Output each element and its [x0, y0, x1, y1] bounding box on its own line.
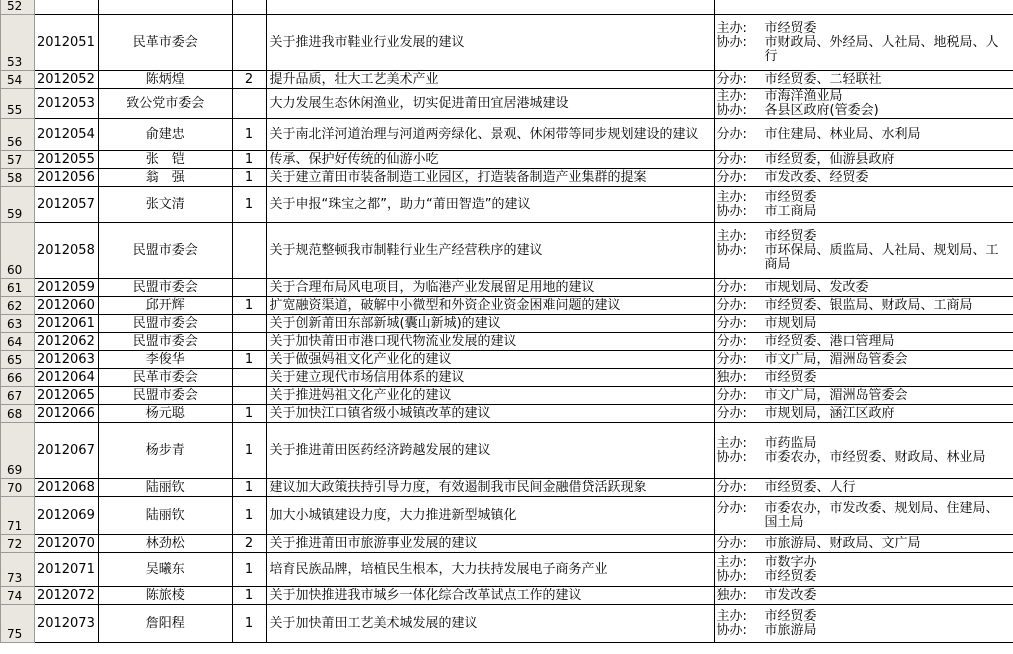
department-line	[715, 299, 1013, 313]
table-row[interactable]	[1, 497, 1013, 535]
department-role: 分办:	[716, 126, 747, 142]
department-text: 市经贸委	[764, 228, 817, 244]
cell-code[interactable]: 2012053	[34, 89, 98, 119]
cell-code[interactable]: 2012061	[34, 315, 98, 333]
cell-title[interactable]: 传承、保护好传统的仙游小吃	[266, 151, 714, 169]
department-line	[715, 205, 1013, 219]
table-row[interactable]	[1, 279, 1013, 297]
cell-proposer[interactable]: 翁 强	[98, 169, 232, 187]
cell-title[interactable]: 建议加大政策扶持引导力度，有效遏制我市民间金融借贷活跃现象	[266, 479, 714, 497]
cell-proposer[interactable]: 陈炳煌	[98, 71, 232, 89]
cell-count[interactable]	[232, 0, 266, 15]
department-line	[715, 371, 1013, 385]
department-role: 分办:	[716, 151, 747, 167]
department-text: 市经贸委、银监局、财政局、工商局	[764, 297, 973, 313]
department-line	[715, 128, 1013, 142]
department-line	[715, 191, 1013, 205]
row-header[interactable]: 59	[1, 187, 35, 223]
department-text: 市海洋渔业局	[764, 88, 843, 104]
cell-title[interactable]: 关于加快推进我市城乡一体化综合改革试点工作的建议	[266, 587, 714, 605]
cell-departments[interactable]	[714, 15, 1013, 71]
cell-proposer[interactable]: 陆丽钦	[98, 479, 232, 497]
cell-count[interactable]	[232, 315, 266, 333]
cell-code[interactable]: 2012054	[34, 119, 98, 151]
cell-title[interactable]: 关于加快莆田市港口现代物流业发展的建议	[266, 333, 714, 351]
department-line	[715, 22, 1013, 36]
cell-departments[interactable]	[714, 119, 1013, 151]
cell-code[interactable]: 2012070	[34, 535, 98, 553]
cell-proposer[interactable]: 陈旅棱	[98, 587, 232, 605]
department-text: 市经贸委	[764, 369, 817, 385]
table-row[interactable]	[1, 119, 1013, 151]
table-row[interactable]	[1, 0, 1013, 15]
cell-code[interactable]: 2012065	[34, 387, 98, 405]
department-text: 市规划局，涵江区政府	[764, 405, 895, 421]
cell-title[interactable]: 关于推进莆田市旅游事业发展的建议	[266, 535, 714, 553]
cell-title[interactable]	[266, 0, 714, 15]
department-line	[715, 90, 1013, 104]
cell-proposer[interactable]: 民盟市委会	[98, 387, 232, 405]
cell-count[interactable]: 2	[232, 71, 266, 89]
cell-code[interactable]: 2012064	[34, 369, 98, 387]
cell-count[interactable]	[232, 223, 266, 279]
department-text: 市发改委	[764, 587, 817, 603]
row-header[interactable]: 61	[1, 279, 35, 297]
department-text: 市经贸委	[764, 608, 817, 624]
cell-departments[interactable]	[714, 423, 1013, 479]
department-line	[715, 36, 1013, 64]
department-role: 分办:	[716, 71, 747, 87]
cell-departments[interactable]	[714, 369, 1013, 387]
cell-proposer[interactable]: 张 铠	[98, 151, 232, 169]
cell-count[interactable]	[232, 15, 266, 71]
cell-proposer[interactable]: 杨步青	[98, 423, 232, 479]
cell-count[interactable]: 1	[232, 405, 266, 423]
cell-title[interactable]: 扩宽融资渠道，破解中小微型和外资企业资金困难问题的建议	[266, 297, 714, 315]
cell-proposer[interactable]: 杨元聪	[98, 405, 232, 423]
department-line	[715, 317, 1013, 331]
cell-code[interactable]: 2012067	[34, 423, 98, 479]
cell-count[interactable]	[232, 333, 266, 351]
cell-title[interactable]: 提升品质，壮大工艺美术产业	[266, 71, 714, 89]
cell-departments[interactable]	[714, 0, 1013, 15]
table-row[interactable]	[1, 71, 1013, 89]
cell-departments[interactable]	[714, 151, 1013, 169]
department-role: 独办:	[716, 587, 747, 603]
cell-departments[interactable]	[714, 315, 1013, 333]
department-text: 市住建局、林业局、水利局	[764, 126, 921, 142]
cell-departments[interactable]	[714, 223, 1013, 279]
cell-count[interactable]: 1	[232, 119, 266, 151]
cell-code[interactable]	[34, 0, 98, 15]
department-text: 市环保局、质监局、人社局、规划局、工商局	[764, 242, 999, 272]
department-text: 市文广局，湄洲岛管委会	[764, 387, 908, 403]
cell-title[interactable]: 关于申报“珠宝之都”，助力“莆田智造”的建议	[266, 187, 714, 223]
department-line	[715, 537, 1013, 551]
cell-proposer[interactable]: 民盟市委会	[98, 223, 232, 279]
cell-count[interactable]	[232, 89, 266, 119]
department-text: 市经贸委	[764, 568, 817, 584]
cell-code[interactable]: 2012057	[34, 187, 98, 223]
cell-proposer[interactable]: 民盟市委会	[98, 315, 232, 333]
cell-title[interactable]: 大力发展生态休闲渔业，切实促进莆田宜居港城建设	[266, 89, 714, 119]
department-line	[715, 153, 1013, 167]
table-row[interactable]	[1, 187, 1013, 223]
cell-proposer[interactable]: 詹阳程	[98, 605, 232, 643]
department-role: 分办:	[716, 315, 747, 331]
department-line	[715, 589, 1013, 603]
department-role: 分办:	[716, 387, 747, 403]
table-row[interactable]	[1, 351, 1013, 369]
department-line	[715, 570, 1013, 584]
department-role: 分办:	[716, 500, 747, 516]
cell-proposer[interactable]: 邱开辉	[98, 297, 232, 315]
cell-count[interactable]: 1	[232, 169, 266, 187]
cell-code[interactable]: 2012068	[34, 479, 98, 497]
cell-code[interactable]: 2012071	[34, 553, 98, 587]
cell-title[interactable]: 关于加快江口镇省级小城镇改革的建议	[266, 405, 714, 423]
cell-departments[interactable]	[714, 169, 1013, 187]
department-line	[715, 481, 1013, 495]
cell-departments[interactable]	[714, 351, 1013, 369]
cell-count[interactable]: 1	[232, 423, 266, 479]
department-role: 协办:	[716, 622, 747, 638]
table-row[interactable]	[1, 15, 1013, 71]
cell-title[interactable]: 关于规范整顿我市制鞋行业生产经营秩序的建议	[266, 223, 714, 279]
department-text: 市经贸委，仙游县政府	[764, 151, 895, 167]
department-role: 主办:	[716, 189, 747, 205]
department-text: 市经贸委、人行	[764, 479, 856, 495]
cell-title[interactable]: 关于推进莆田医药经济跨越发展的建议	[266, 423, 714, 479]
cell-title[interactable]: 关于做强妈祖文化产业化的建议	[266, 351, 714, 369]
cell-proposer[interactable]: 民盟市委会	[98, 333, 232, 351]
cell-proposer[interactable]: 张文清	[98, 187, 232, 223]
row-header[interactable]: 69	[1, 423, 35, 479]
row-header[interactable]: 55	[1, 89, 35, 119]
row-header[interactable]: 75	[1, 605, 35, 643]
cell-proposer[interactable]: 致公党市委会	[98, 89, 232, 119]
cell-count[interactable]: 1	[232, 479, 266, 497]
cell-title[interactable]: 关于南北洋河道治理与河道两旁绿化、景观、休闲带等同步规划建设的建议	[266, 119, 714, 151]
table-row[interactable]	[1, 369, 1013, 387]
department-role: 分办:	[716, 333, 747, 349]
cell-code[interactable]: 2012059	[34, 279, 98, 297]
department-text: 市规划局	[764, 315, 817, 331]
department-line	[715, 407, 1013, 421]
cell-count[interactable]: 1	[232, 297, 266, 315]
table-row[interactable]	[1, 333, 1013, 351]
department-role: 分办:	[716, 297, 747, 313]
cell-proposer[interactable]: 民革市委会	[98, 369, 232, 387]
row-header[interactable]: 72	[1, 535, 35, 553]
cell-count[interactable]	[232, 279, 266, 297]
department-text: 各县区政府(管委会)	[764, 102, 879, 118]
table-row[interactable]	[1, 315, 1013, 333]
cell-code[interactable]: 2012058	[34, 223, 98, 279]
row-header[interactable]: 71	[1, 497, 35, 535]
department-text: 市文广局，湄洲岛管委会	[764, 351, 908, 367]
department-line	[715, 556, 1013, 570]
row-header[interactable]: 52	[1, 0, 35, 15]
cell-count[interactable]: 1	[232, 605, 266, 643]
department-role: 主办:	[716, 435, 747, 451]
department-role: 独办:	[716, 369, 747, 385]
cell-departments[interactable]	[714, 587, 1013, 605]
table-row[interactable]	[1, 297, 1013, 315]
cell-title[interactable]: 关于创新莆田东部新城(囊山新城)的建议	[266, 315, 714, 333]
cell-title[interactable]: 培育民族品牌，培植民生根本，大力扶持发展电子商务产业	[266, 553, 714, 587]
table-body	[1, 0, 1013, 643]
cell-count[interactable]: 2	[232, 535, 266, 553]
cell-title[interactable]: 关于合理布局风电项目，为临港产业发展留足用地的建议	[266, 279, 714, 297]
department-role: 分办:	[716, 405, 747, 421]
cell-departments[interactable]	[714, 497, 1013, 535]
cell-code[interactable]: 2012073	[34, 605, 98, 643]
department-text: 市经贸委、港口管理局	[764, 333, 895, 349]
department-role: 分办:	[716, 279, 747, 295]
cell-code[interactable]: 2012062	[34, 333, 98, 351]
cell-proposer[interactable]: 陆丽钦	[98, 497, 232, 535]
cell-departments[interactable]	[714, 297, 1013, 315]
cell-proposer[interactable]: 林劲松	[98, 535, 232, 553]
cell-departments[interactable]	[714, 479, 1013, 497]
department-line	[715, 281, 1013, 295]
cell-departments[interactable]	[714, 187, 1013, 223]
cell-proposer[interactable]: 民盟市委会	[98, 279, 232, 297]
cell-title[interactable]: 加大小城镇建设力度，大力推进新型城镇化	[266, 497, 714, 535]
cell-departments[interactable]	[714, 405, 1013, 423]
cell-code[interactable]: 2012069	[34, 497, 98, 535]
cell-proposer[interactable]: 李俊华	[98, 351, 232, 369]
cell-code[interactable]: 2012052	[34, 71, 98, 89]
cell-departments[interactable]	[714, 71, 1013, 89]
cell-count[interactable]: 1	[232, 497, 266, 535]
row-header[interactable]: 65	[1, 351, 35, 369]
department-line	[715, 353, 1013, 367]
department-text: 市委农办，市经贸委、财政局、林业局	[764, 449, 986, 465]
cell-count[interactable]: 1	[232, 351, 266, 369]
cell-title[interactable]: 关于建立现代市场信用体系的建议	[266, 369, 714, 387]
row-header[interactable]: 67	[1, 387, 35, 405]
cell-count[interactable]: 1	[232, 187, 266, 223]
cell-departments[interactable]	[714, 387, 1013, 405]
row-header[interactable]: 66	[1, 369, 35, 387]
table-row[interactable]	[1, 605, 1013, 643]
department-role: 主办:	[716, 554, 747, 570]
department-text: 市药监局	[764, 435, 817, 451]
department-role: 主办:	[716, 88, 747, 104]
table-row[interactable]	[1, 405, 1013, 423]
row-header[interactable]: 58	[1, 169, 35, 187]
cell-count[interactable]: 1	[232, 151, 266, 169]
cell-departments[interactable]	[714, 553, 1013, 587]
cell-departments[interactable]	[714, 279, 1013, 297]
cell-title[interactable]: 关于加快莆田工艺美术城发展的建议	[266, 605, 714, 643]
department-role: 主办:	[716, 608, 747, 624]
table-row[interactable]	[1, 587, 1013, 605]
department-text: 市规划局、发改委	[764, 279, 869, 295]
row-header[interactable]: 57	[1, 151, 35, 169]
table-row[interactable]	[1, 223, 1013, 279]
department-role: 协办:	[716, 203, 747, 219]
cell-count[interactable]: 1	[232, 587, 266, 605]
table-row[interactable]	[1, 423, 1013, 479]
department-text: 市经贸委	[764, 189, 817, 205]
table-row[interactable]	[1, 151, 1013, 169]
cell-departments[interactable]	[714, 535, 1013, 553]
table-row[interactable]	[1, 535, 1013, 553]
department-role: 协办:	[716, 242, 747, 258]
department-line	[715, 502, 1013, 530]
cell-proposer[interactable]: 吴曦东	[98, 553, 232, 587]
cell-title[interactable]: 关于推进妈祖文化产业化的建议	[266, 387, 714, 405]
department-role: 分办:	[716, 535, 747, 551]
cell-departments[interactable]	[714, 605, 1013, 643]
department-role: 分办:	[716, 479, 747, 495]
department-text: 市旅游局	[764, 622, 817, 638]
department-text: 市财政局、外经局、人社局、地税局、人行	[764, 34, 999, 64]
table-row[interactable]	[1, 479, 1013, 497]
cell-title[interactable]: 关于建立莆田市装备制造工业园区，打造装备制造产业集群的提案	[266, 169, 714, 187]
cell-code[interactable]: 2012055	[34, 151, 98, 169]
department-role: 协办:	[716, 34, 747, 50]
department-role: 主办:	[716, 20, 747, 36]
department-line	[715, 171, 1013, 185]
row-header[interactable]: 60	[1, 223, 35, 279]
department-text: 市委农办，市发改委、规划局、住建局、国土局	[764, 500, 999, 530]
cell-count[interactable]	[232, 387, 266, 405]
cell-count[interactable]	[232, 369, 266, 387]
row-header[interactable]: 54	[1, 71, 35, 89]
department-text: 市工商局	[764, 203, 817, 219]
row-header[interactable]: 63	[1, 315, 35, 333]
row-header[interactable]: 64	[1, 333, 35, 351]
row-header[interactable]: 74	[1, 587, 35, 605]
department-text: 市旅游局、财政局、文广局	[764, 535, 921, 551]
cell-code[interactable]: 2012066	[34, 405, 98, 423]
table-row[interactable]	[1, 89, 1013, 119]
department-line	[715, 104, 1013, 118]
row-header[interactable]: 56	[1, 119, 35, 151]
cell-title[interactable]: 关于推进我市鞋业行业发展的建议	[266, 15, 714, 71]
department-text: 市经贸委	[764, 20, 817, 36]
cell-code[interactable]: 2012060	[34, 297, 98, 315]
cell-count[interactable]: 1	[232, 553, 266, 587]
department-line	[715, 389, 1013, 403]
department-role: 分办:	[716, 351, 747, 367]
cell-proposer[interactable]	[98, 0, 232, 15]
department-text: 市经贸委、二轻联社	[764, 71, 882, 87]
department-line	[715, 610, 1013, 624]
department-line	[715, 73, 1013, 87]
table-row[interactable]	[1, 169, 1013, 187]
cell-proposer[interactable]: 俞建忠	[98, 119, 232, 151]
cell-departments[interactable]	[714, 89, 1013, 119]
department-role: 主办:	[716, 228, 747, 244]
department-role: 协办:	[716, 449, 747, 465]
department-role: 分办:	[716, 169, 747, 185]
department-text: 市发改委、经贸委	[764, 169, 869, 185]
cell-code[interactable]: 2012072	[34, 587, 98, 605]
department-line	[715, 335, 1013, 349]
cell-departments[interactable]	[714, 333, 1013, 351]
table-row[interactable]	[1, 553, 1013, 587]
cell-code[interactable]: 2012063	[34, 351, 98, 369]
department-line	[715, 437, 1013, 451]
department-line	[715, 624, 1013, 638]
cell-proposer[interactable]: 民革市委会	[98, 15, 232, 71]
row-header[interactable]: 73	[1, 553, 35, 587]
department-line	[715, 451, 1013, 465]
cell-code[interactable]: 2012051	[34, 15, 98, 71]
department-text: 市数字办	[764, 554, 817, 570]
department-line	[715, 244, 1013, 272]
row-header[interactable]: 68	[1, 405, 35, 423]
department-role: 协办:	[716, 102, 747, 118]
table-row[interactable]	[1, 387, 1013, 405]
row-header[interactable]: 62	[1, 297, 35, 315]
department-line	[715, 230, 1013, 244]
row-header[interactable]: 70	[1, 479, 35, 497]
row-header[interactable]: 53	[1, 15, 35, 71]
cell-code[interactable]: 2012056	[34, 169, 98, 187]
department-role: 协办:	[716, 568, 747, 584]
